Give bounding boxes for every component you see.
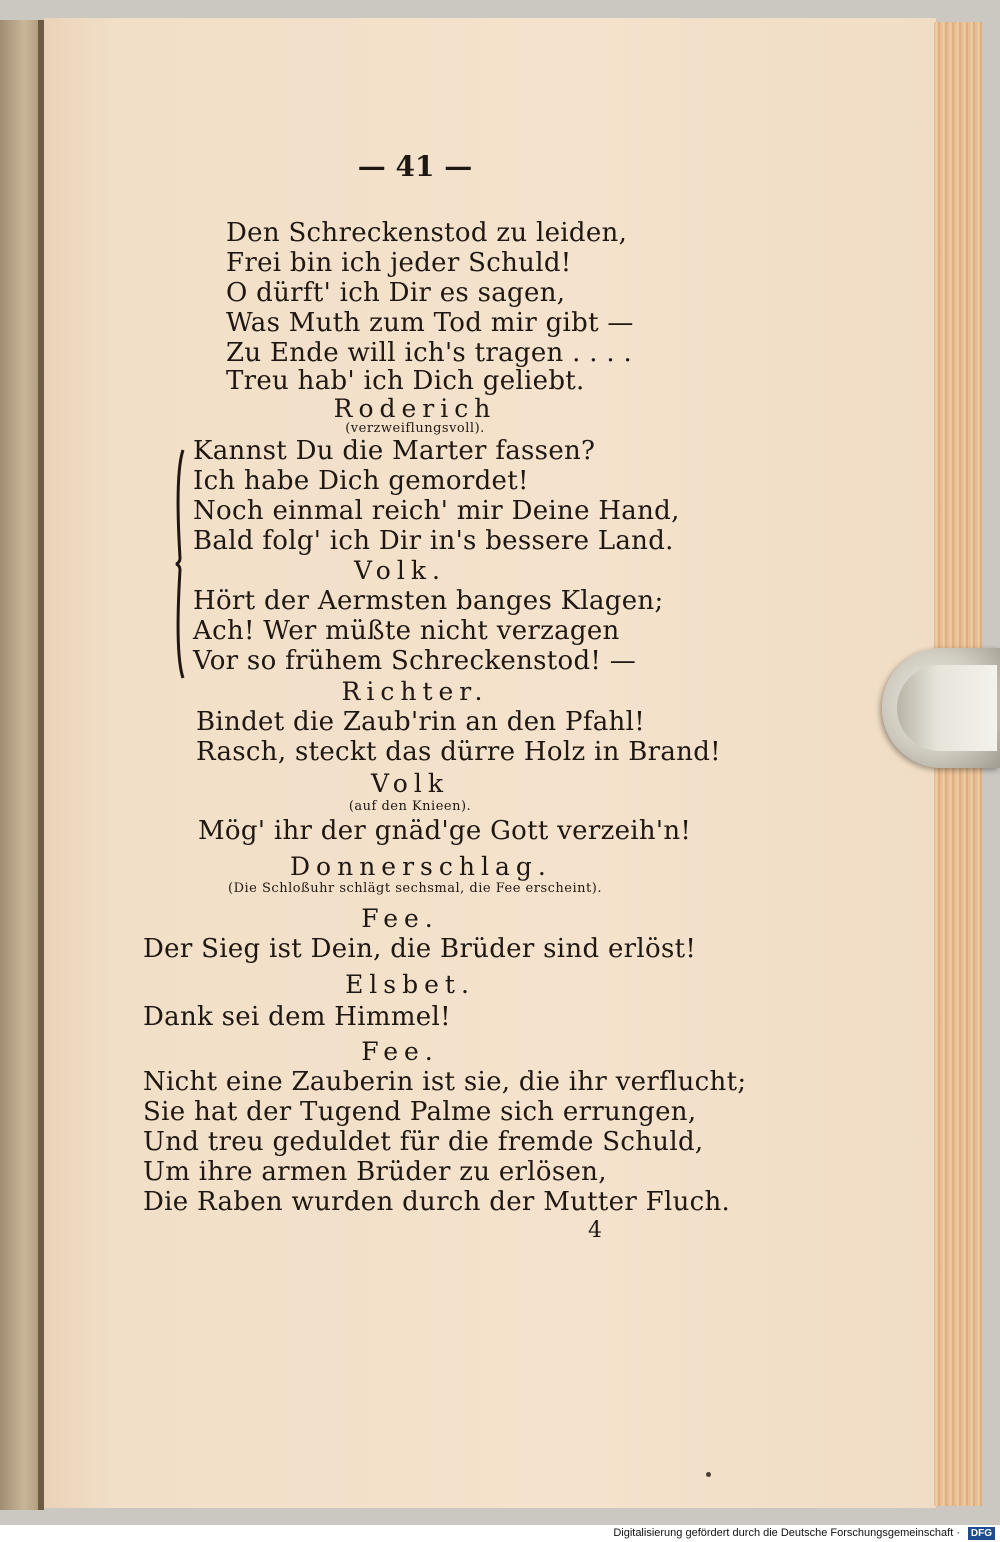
verse-line: Was Muth zum Tod mir gibt — xyxy=(226,308,634,338)
dfg-logo: DFG xyxy=(968,1527,995,1540)
verse-line: Und treu geduldet für die fremde Schuld, xyxy=(143,1127,704,1157)
page-clip-highlight xyxy=(897,665,997,751)
speaker-richter: Richter. xyxy=(341,677,489,706)
footer-credit: Digitalisierung gefördert durch die Deutsche Forschungsgemeinschaft · xyxy=(613,1527,960,1539)
verse-line: Hört der Aermsten banges Klagen; xyxy=(193,586,664,616)
speaker-fee: Fee. xyxy=(361,1037,439,1066)
stage-direction: (Die Schloßuhr schlägt sechsmal, die Fee erscheint). xyxy=(228,881,602,896)
digitization-footer xyxy=(0,1525,1000,1542)
verse-line: O dürft' ich Dir es sagen, xyxy=(226,278,566,308)
verse-line: Frei bin ich jeder Schuld! xyxy=(226,248,572,278)
verse-line: Bindet die Zaub'rin an den Pfahl! xyxy=(196,707,645,737)
speaker-volk: Volk. xyxy=(354,556,446,585)
stage-direction: (verzweiflungsvoll). xyxy=(345,421,485,436)
verse-line: Noch einmal reich' mir Deine Hand, xyxy=(193,496,680,526)
speaker-volk: Volk xyxy=(371,769,449,798)
verse-line: Vor so frühem Schreckenstod! — xyxy=(193,646,637,676)
ink-speck xyxy=(706,1472,711,1477)
verse-line: Bald folg' ich Dir in's bessere Land. xyxy=(193,526,674,556)
verse-line: Sie hat der Tugend Palme sich errungen, xyxy=(143,1097,697,1127)
signature-mark: 4 xyxy=(588,1218,602,1243)
verse-line: Kannst Du die Marter fassen? xyxy=(193,436,596,466)
verse-line: Nicht eine Zauberin ist sie, die ihr verflucht; xyxy=(143,1067,747,1097)
verse-line: Ach! Wer müßte nicht verzagen xyxy=(193,616,620,646)
verse-line: Um ihre armen Brüder zu erlösen, xyxy=(143,1157,607,1187)
verse-line: Den Schreckenstod zu leiden, xyxy=(226,218,628,248)
left-page-edge xyxy=(0,20,40,1510)
brace-mark xyxy=(175,448,185,680)
speaker-roderich: Roderich xyxy=(333,394,497,423)
verse-line: Ich habe Dich gemordet! xyxy=(193,466,529,496)
verse-line: Die Raben wurden durch der Mutter Fluch. xyxy=(143,1187,731,1217)
speaker-elsbet: Elsbet. xyxy=(345,970,475,999)
verse-line: Dank sei dem Himmel! xyxy=(143,1002,451,1032)
verse-line: Zu Ende will ich's tragen . . . . xyxy=(226,338,633,368)
speaker-donnerschlag: Donnerschlag. xyxy=(290,852,552,881)
page-number: — 41 — xyxy=(357,150,473,183)
verse-line: Der Sieg ist Dein, die Brüder sind erlöst! xyxy=(143,934,697,964)
stage-direction: (auf den Knieen). xyxy=(348,799,472,814)
verse-line: Treu hab' ich Dich geliebt. xyxy=(226,366,585,396)
verse-line: Mög' ihr der gnäd'ge Gott verzeih'n! xyxy=(198,816,692,846)
verse-line: Rasch, steckt das dürre Holz in Brand! xyxy=(196,737,721,767)
speaker-fee: Fee. xyxy=(361,904,439,933)
